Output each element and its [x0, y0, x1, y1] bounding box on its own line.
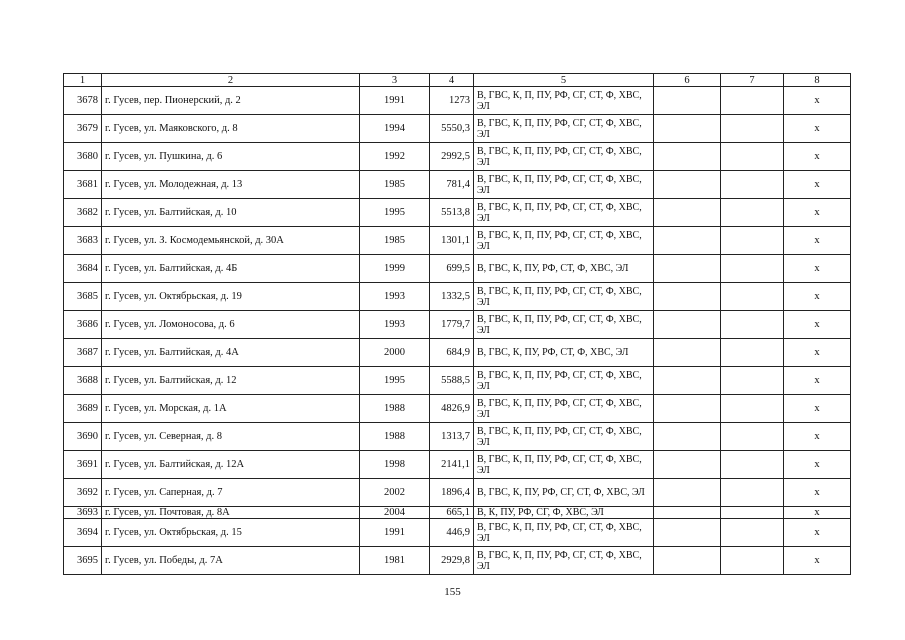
empty-cell-6 [654, 199, 721, 227]
row-number: 3686 [64, 311, 102, 339]
address-cell: г. Гусев, ул. Победы, д. 7А [102, 547, 360, 575]
address-cell: г. Гусев, ул. Балтийская, д. 10 [102, 199, 360, 227]
area-cell: 2141,1 [430, 451, 474, 479]
row-number: 3693 [64, 507, 102, 519]
services-cell: В, ГВС, К, П, ПУ, РФ, СГ, СТ, Ф, ХВС, ЭЛ [474, 199, 654, 227]
mark-cell: x [784, 519, 851, 547]
empty-cell-7 [721, 479, 784, 507]
address-cell: г. Гусев, ул. Молодежная, д. 13 [102, 171, 360, 199]
empty-cell-7 [721, 255, 784, 283]
year-cell: 1981 [360, 547, 430, 575]
table-row [64, 519, 851, 547]
mark-cell: x [784, 227, 851, 255]
column-header-6: 6 [654, 74, 721, 87]
empty-cell-6 [654, 143, 721, 171]
year-cell: 1995 [360, 199, 430, 227]
empty-cell-6 [654, 507, 721, 519]
year-cell: 2004 [360, 507, 430, 519]
table-row [64, 255, 851, 283]
row-number: 3691 [64, 451, 102, 479]
empty-cell-7 [721, 395, 784, 423]
table-header [64, 74, 851, 87]
row-number: 3679 [64, 115, 102, 143]
row-number: 3685 [64, 283, 102, 311]
mark-cell: x [784, 339, 851, 367]
address-cell: г. Гусев, ул. Балтийская, д. 4А [102, 339, 360, 367]
empty-cell-6 [654, 115, 721, 143]
empty-cell-7 [721, 507, 784, 519]
empty-cell-6 [654, 339, 721, 367]
empty-cell-6 [654, 311, 721, 339]
year-cell: 1991 [360, 87, 430, 115]
mark-cell: x [784, 507, 851, 519]
year-cell: 2002 [360, 479, 430, 507]
year-cell: 1988 [360, 423, 430, 451]
address-cell: г. Гусев, ул. Балтийская, д. 4Б [102, 255, 360, 283]
address-cell: г. Гусев, ул. Почтовая, д. 8А [102, 507, 360, 519]
services-cell: В, ГВС, К, П, ПУ, РФ, СГ, СТ, Ф, ХВС, ЭЛ [474, 451, 654, 479]
year-cell: 1995 [360, 367, 430, 395]
empty-cell-7 [721, 423, 784, 451]
column-header-2: 2 [102, 74, 360, 87]
header-row [64, 74, 851, 87]
empty-cell-6 [654, 451, 721, 479]
mark-cell: x [784, 451, 851, 479]
empty-cell-6 [654, 519, 721, 547]
address-cell: г. Гусев, ул. З. Космодемьянской, д. 30А [102, 227, 360, 255]
address-cell: г. Гусев, ул. Морская, д. 1А [102, 395, 360, 423]
services-cell: В, ГВС, К, П, ПУ, РФ, СГ, СТ, Ф, ХВС, ЭЛ [474, 519, 654, 547]
row-number: 3684 [64, 255, 102, 283]
column-header-8: 8 [784, 74, 851, 87]
row-number: 3682 [64, 199, 102, 227]
address-cell: г. Гусев, ул. Пушкина, д. 6 [102, 143, 360, 171]
area-cell: 1301,1 [430, 227, 474, 255]
table-row [64, 451, 851, 479]
row-number: 3683 [64, 227, 102, 255]
mark-cell: x [784, 115, 851, 143]
area-cell: 1273 [430, 87, 474, 115]
services-cell: В, ГВС, К, ПУ, РФ, СТ, Ф, ХВС, ЭЛ [474, 339, 654, 367]
year-cell: 1993 [360, 283, 430, 311]
table-row [64, 283, 851, 311]
empty-cell-7 [721, 115, 784, 143]
mark-cell: x [784, 479, 851, 507]
mark-cell: x [784, 395, 851, 423]
empty-cell-6 [654, 171, 721, 199]
empty-cell-6 [654, 87, 721, 115]
table-row [64, 339, 851, 367]
column-header-7: 7 [721, 74, 784, 87]
empty-cell-7 [721, 87, 784, 115]
address-cell: г. Гусев, ул. Балтийская, д. 12 [102, 367, 360, 395]
empty-cell-7 [721, 143, 784, 171]
address-cell: г. Гусев, ул. Октябрьская, д. 19 [102, 283, 360, 311]
page-number: 155 [444, 586, 461, 598]
empty-cell-7 [721, 199, 784, 227]
area-cell: 5513,8 [430, 199, 474, 227]
mark-cell: x [784, 311, 851, 339]
year-cell: 1985 [360, 227, 430, 255]
area-cell: 1313,7 [430, 423, 474, 451]
services-cell: В, ГВС, К, П, ПУ, РФ, СГ, СТ, Ф, ХВС, ЭЛ [474, 367, 654, 395]
year-cell: 2000 [360, 339, 430, 367]
area-cell: 2992,5 [430, 143, 474, 171]
empty-cell-7 [721, 547, 784, 575]
table-row [64, 227, 851, 255]
empty-cell-7 [721, 367, 784, 395]
area-cell: 699,5 [430, 255, 474, 283]
empty-cell-7 [721, 339, 784, 367]
table-row [64, 87, 851, 115]
table-row [64, 423, 851, 451]
row-number: 3694 [64, 519, 102, 547]
services-cell: В, ГВС, К, П, ПУ, РФ, СГ, СТ, Ф, ХВС, ЭЛ [474, 547, 654, 575]
column-header-4: 4 [430, 74, 474, 87]
row-number: 3688 [64, 367, 102, 395]
mark-cell: x [784, 171, 851, 199]
empty-cell-7 [721, 311, 784, 339]
table-row [64, 311, 851, 339]
address-cell: г. Гусев, ул. Саперная, д. 7 [102, 479, 360, 507]
services-cell: В, К, ПУ, РФ, СГ, Ф, ХВС, ЭЛ [474, 507, 654, 519]
table-row [64, 395, 851, 423]
empty-cell-6 [654, 227, 721, 255]
row-number: 3692 [64, 479, 102, 507]
services-cell: В, ГВС, К, П, ПУ, РФ, СГ, СТ, Ф, ХВС, ЭЛ [474, 423, 654, 451]
year-cell: 1985 [360, 171, 430, 199]
services-cell: В, ГВС, К, ПУ, РФ, СТ, Ф, ХВС, ЭЛ [474, 255, 654, 283]
address-cell: г. Гусев, пер. Пионерский, д. 2 [102, 87, 360, 115]
mark-cell: x [784, 255, 851, 283]
area-cell: 781,4 [430, 171, 474, 199]
services-cell: В, ГВС, К, П, ПУ, РФ, СГ, СТ, Ф, ХВС, ЭЛ [474, 227, 654, 255]
table-row [64, 367, 851, 395]
housing-register-table [63, 73, 851, 575]
empty-cell-7 [721, 283, 784, 311]
year-cell: 1993 [360, 311, 430, 339]
area-cell: 1332,5 [430, 283, 474, 311]
empty-cell-6 [654, 255, 721, 283]
empty-cell-6 [654, 547, 721, 575]
mark-cell: x [784, 423, 851, 451]
address-cell: г. Гусев, ул. Северная, д. 8 [102, 423, 360, 451]
area-cell: 2929,8 [430, 547, 474, 575]
row-number: 3695 [64, 547, 102, 575]
area-cell: 665,1 [430, 507, 474, 519]
area-cell: 5588,5 [430, 367, 474, 395]
column-header-1: 1 [64, 74, 102, 87]
year-cell: 1988 [360, 395, 430, 423]
area-cell: 684,9 [430, 339, 474, 367]
services-cell: В, ГВС, К, П, ПУ, РФ, СГ, СТ, Ф, ХВС, ЭЛ [474, 171, 654, 199]
year-cell: 1998 [360, 451, 430, 479]
year-cell: 1992 [360, 143, 430, 171]
table-row [64, 547, 851, 575]
row-number: 3678 [64, 87, 102, 115]
empty-cell-7 [721, 519, 784, 547]
table-row [64, 143, 851, 171]
services-cell: В, ГВС, К, П, ПУ, РФ, СГ, СТ, Ф, ХВС, ЭЛ [474, 395, 654, 423]
mark-cell: x [784, 87, 851, 115]
mark-cell: x [784, 199, 851, 227]
table-row [64, 479, 851, 507]
table-row [64, 115, 851, 143]
row-number: 3690 [64, 423, 102, 451]
services-cell: В, ГВС, К, П, ПУ, РФ, СГ, СТ, Ф, ХВС, ЭЛ [474, 115, 654, 143]
services-cell: В, ГВС, К, П, ПУ, РФ, СГ, СТ, Ф, ХВС, ЭЛ [474, 143, 654, 171]
table-row [64, 171, 851, 199]
services-cell: В, ГВС, К, П, ПУ, РФ, СГ, СТ, Ф, ХВС, ЭЛ [474, 87, 654, 115]
empty-cell-6 [654, 283, 721, 311]
table-row [64, 199, 851, 227]
empty-cell-6 [654, 479, 721, 507]
empty-cell-7 [721, 227, 784, 255]
empty-cell-6 [654, 395, 721, 423]
mark-cell: x [784, 283, 851, 311]
area-cell: 4826,9 [430, 395, 474, 423]
year-cell: 1994 [360, 115, 430, 143]
row-number: 3681 [64, 171, 102, 199]
mark-cell: x [784, 547, 851, 575]
services-cell: В, ГВС, К, П, ПУ, РФ, СГ, СТ, Ф, ХВС, ЭЛ [474, 283, 654, 311]
mark-cell: x [784, 367, 851, 395]
year-cell: 1991 [360, 519, 430, 547]
table-body [64, 87, 851, 575]
row-number: 3689 [64, 395, 102, 423]
table-row [64, 507, 851, 519]
column-header-3: 3 [360, 74, 430, 87]
services-cell: В, ГВС, К, ПУ, РФ, СГ, СТ, Ф, ХВС, ЭЛ [474, 479, 654, 507]
empty-cell-6 [654, 423, 721, 451]
services-cell: В, ГВС, К, П, ПУ, РФ, СГ, СТ, Ф, ХВС, ЭЛ [474, 311, 654, 339]
area-cell: 1779,7 [430, 311, 474, 339]
mark-cell: x [784, 143, 851, 171]
column-header-5: 5 [474, 74, 654, 87]
empty-cell-6 [654, 367, 721, 395]
area-cell: 446,9 [430, 519, 474, 547]
area-cell: 5550,3 [430, 115, 474, 143]
row-number: 3680 [64, 143, 102, 171]
year-cell: 1999 [360, 255, 430, 283]
address-cell: г. Гусев, ул. Балтийская, д. 12А [102, 451, 360, 479]
address-cell: г. Гусев, ул. Октябрьская, д. 15 [102, 519, 360, 547]
empty-cell-7 [721, 171, 784, 199]
row-number: 3687 [64, 339, 102, 367]
empty-cell-7 [721, 451, 784, 479]
address-cell: г. Гусев, ул. Маяковского, д. 8 [102, 115, 360, 143]
area-cell: 1896,4 [430, 479, 474, 507]
address-cell: г. Гусев, ул. Ломоносова, д. 6 [102, 311, 360, 339]
